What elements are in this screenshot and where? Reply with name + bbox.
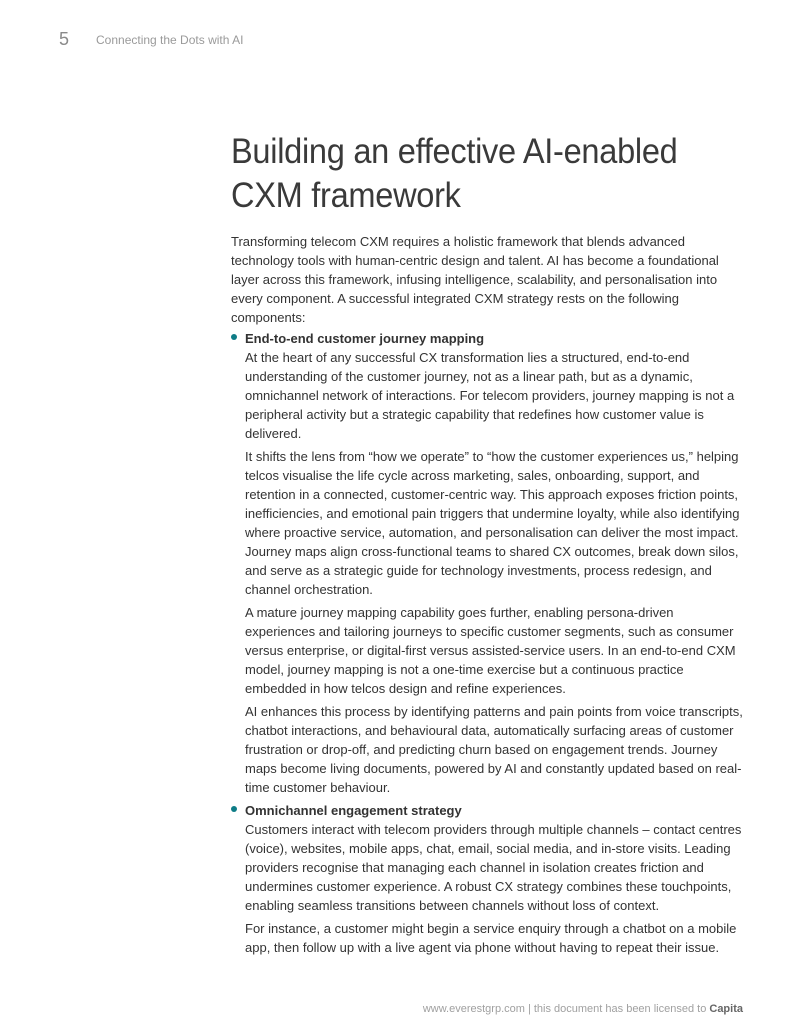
list-item: [231, 801, 746, 957]
bullet-title: Omnichannel engagement strategy: [245, 803, 462, 818]
bullet-paragraph: AI enhances this process by identifying patterns and pain points from voice transcripts, chatbot interactions, and behavioural data, automatically surfacing areas of customer frustration or drop-off, and predicting churn based on engagement trends. Journey maps become living documents, powered by AI and constantly updated based on real-time customer behaviour.: [245, 704, 743, 795]
page-title: [231, 130, 710, 218]
running-title: Connecting the Dots with AI: [96, 33, 244, 47]
bullet-paragraph: A mature journey mapping capability goes further, enabling persona-driven experiences and tailoring journeys to specific customer segments, such as consumer versus enterprise, or digital-first versus assisted-service users. In an end-to-end CXM model, journey mapping is not a one-time exercise but a continuous practice embedded in how telcos design and refine experiences.: [245, 605, 736, 696]
bullet-paragraph: For instance, a customer might begin a service enquiry through a chatbot on a mobile app, then follow up with a live agent via phone without having to repeat their issue.: [245, 921, 737, 955]
intro-paragraph: Transforming telecom CXM requires a holistic framework that blends advanced technology tools with human-centric design and talent. AI has become a foundational layer across this framework, infusing intelligence, scalability, and personalisation into every component. A successful integrated CXM strategy rests on the following components:: [231, 234, 719, 325]
footer-licensee: Capita: [709, 1003, 743, 1015]
footer: [423, 1003, 743, 1015]
page-title-line-1: Building an effective AI-enabled: [231, 132, 678, 171]
bullet-paragraph: Customers interact with telecom providers through multiple channels – contact centres (voice), websites, mobile apps, chat, email, social media, and in-store visits. Leading providers recognise that managing each channel in isolation creates friction and undermines customer experience. A robust CX strategy combines these touchpoints, enabling seamless transitions between channels without loss of context.: [245, 822, 742, 913]
component-list: [231, 329, 746, 957]
footer-text: www.everestgrp.com | this document has been licensed to: [422, 1003, 710, 1015]
bullet-dot-icon: [231, 806, 237, 812]
main-content: [231, 130, 746, 961]
bullet-paragraph: It shifts the lens from “how we operate” to “how the customer experiences us,” helping telcos visualise the life cycle across marketing, sales, onboarding, support, and retention in a connected, customer-centric way. This approach exposes friction points, inefficiencies, and emotional pain triggers that undermine loyalty, while also identifying where proactive service, automation, and personalisation can deliver the most impact. Journey maps align cross-functional teams to shared CX outcomes, break down silos, and serve as a strategic guide for technology investments, process redesign, and channel orchestration.: [245, 449, 740, 597]
bullet-title: End-to-end customer journey mapping: [245, 331, 485, 346]
bullet-paragraph: At the heart of any successful CX transformation lies a structured, end-to-end understanding of the customer journey, not as a linear path, but as a dynamic, omnichannel network of interactions. For telecom providers, journey mapping is not a peripheral activity but a strategic capability that redefines how customer value is delivered.: [245, 350, 735, 441]
page-number: 5: [59, 29, 70, 49]
page-title-line-2: CXM framework: [231, 176, 461, 215]
list-item: [231, 329, 746, 797]
bullet-dot-icon: [231, 334, 237, 340]
